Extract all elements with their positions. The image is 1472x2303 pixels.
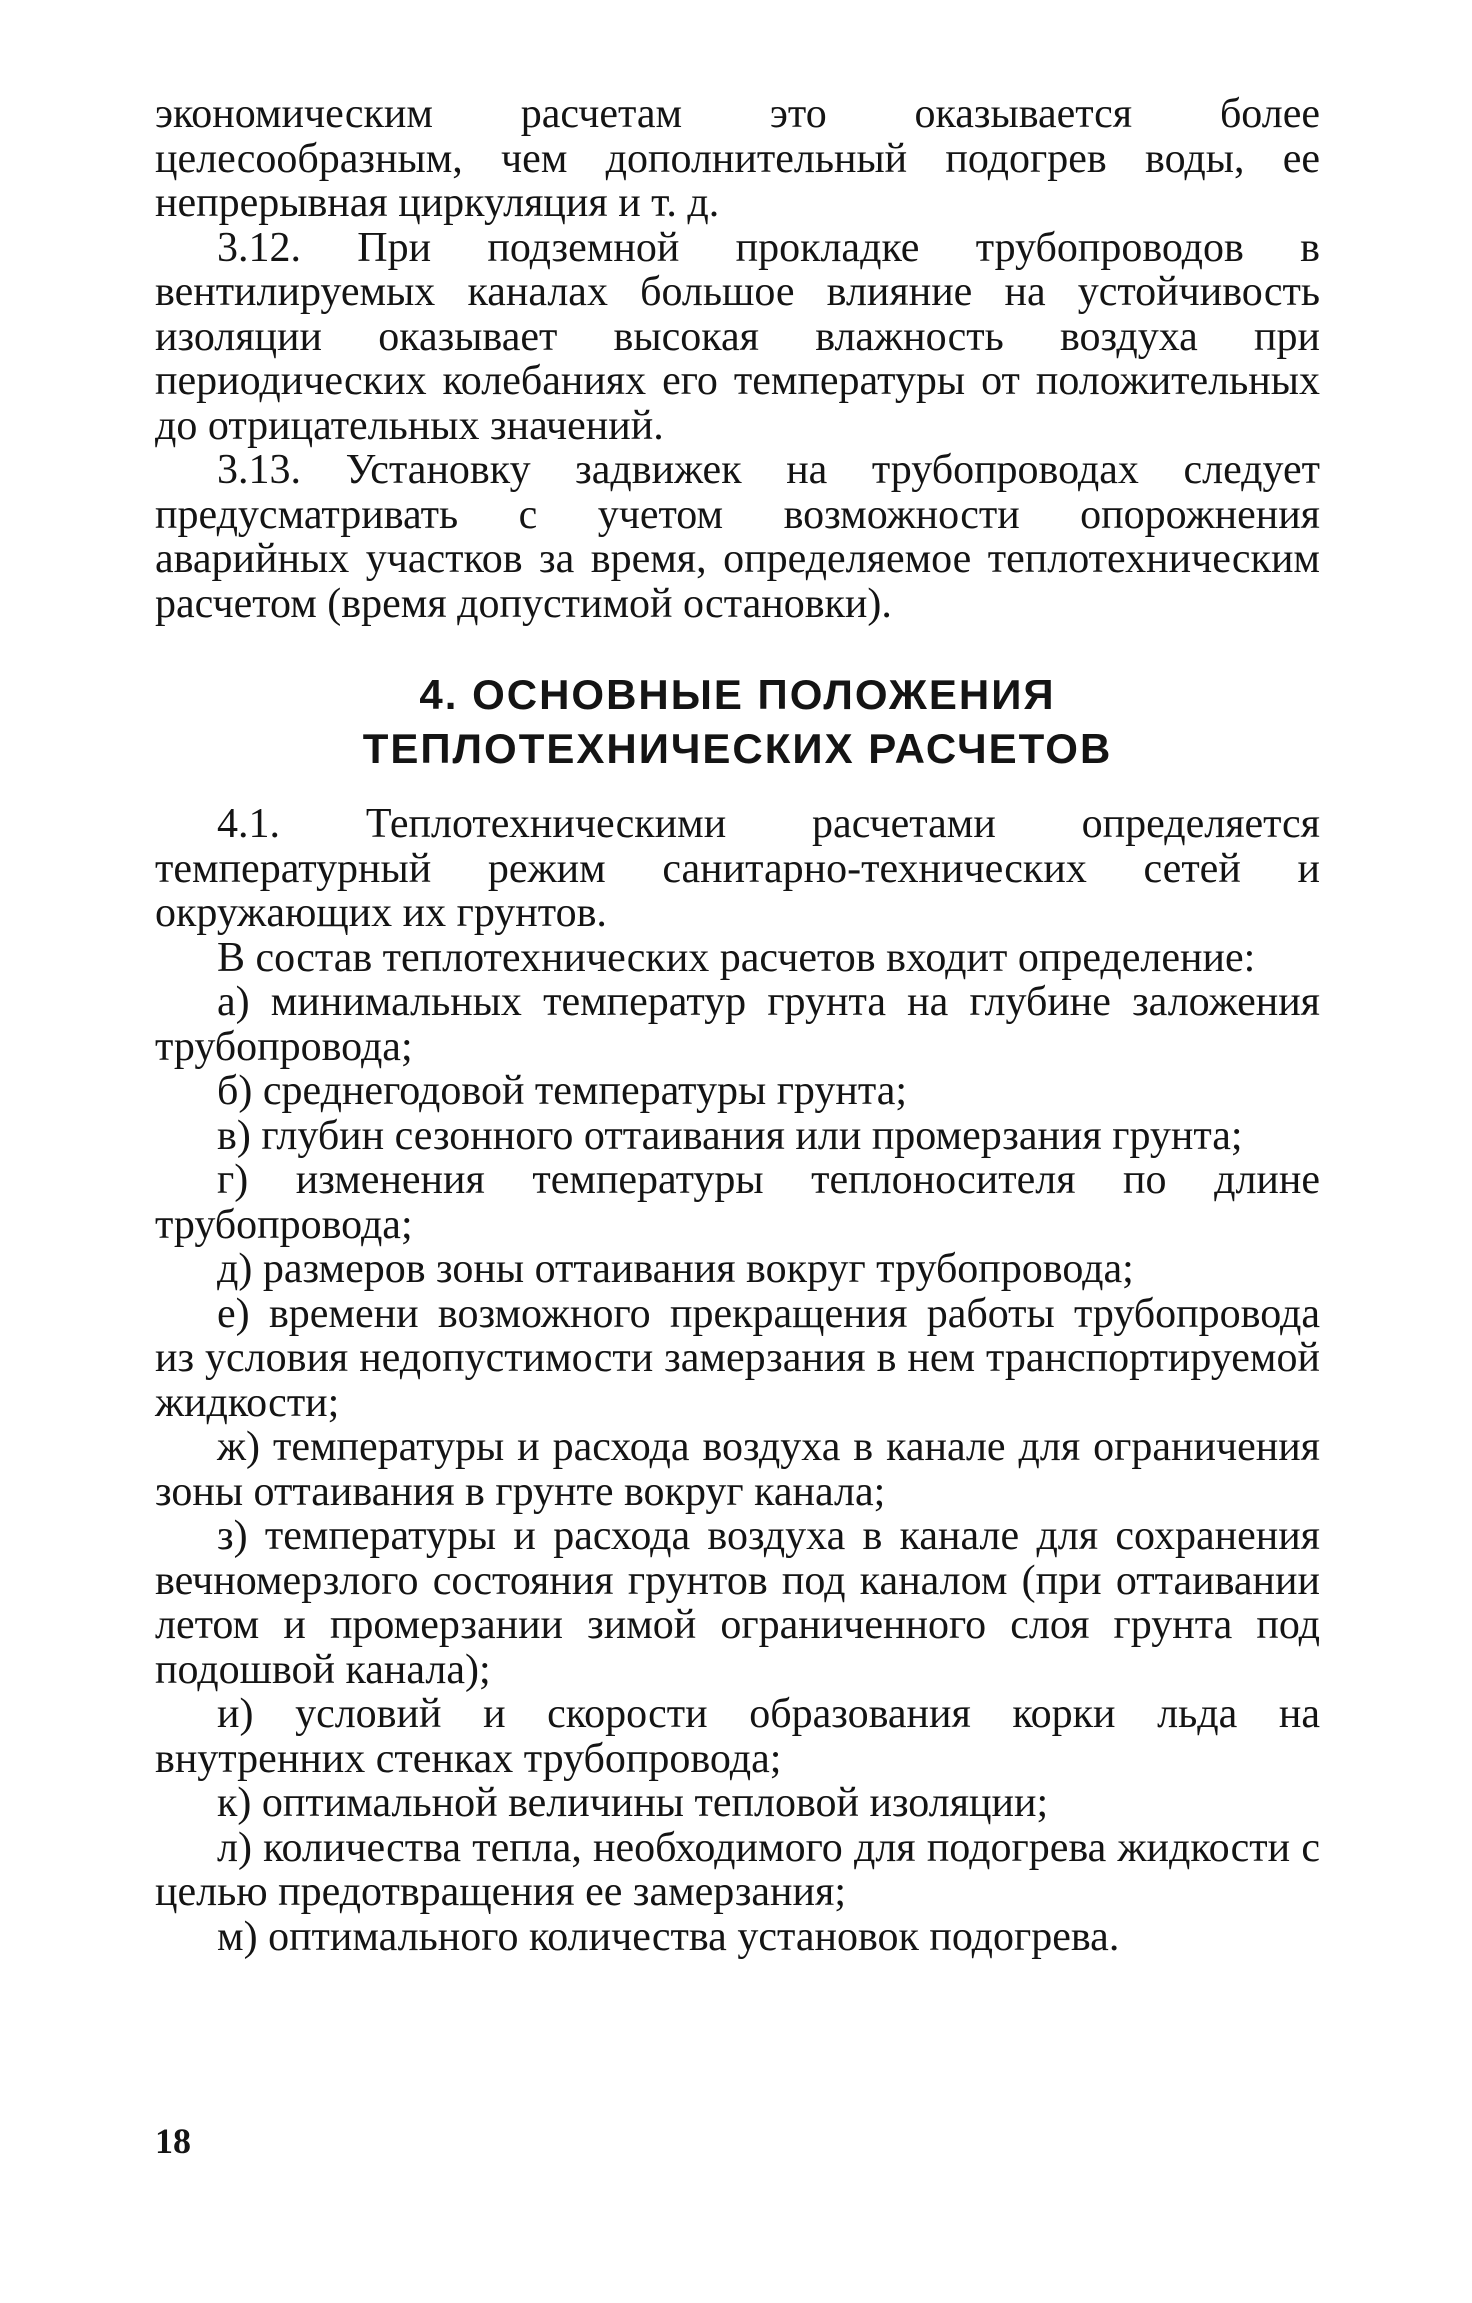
page-number: 18 xyxy=(155,2121,191,2161)
paragraph-4-1: 4.1. Теплотехническими расчетами определяется температурный режим санитарно-технических сетей и окружающих их грунтов. xyxy=(155,801,1320,936)
list-item-g: г) изменения температуры теплоносителя по длине трубопровода; xyxy=(155,1157,1320,1248)
list-item-a: а) минимальных температур грунта на глубине заложения трубопровода; xyxy=(155,979,1320,1070)
paragraph-intro-list: В состав теплотехнических расчетов входит определение: xyxy=(217,934,1256,981)
list-item-e: е) времени возможного прекращения работы трубопровода из условия недопустимости замерзания в нем транспортируемой жидкости; xyxy=(155,1290,1320,1426)
paragraph-3-13: 3.13. Установку задвижек на трубопроводах следует предусматривать с учетом возможности опорожнения аварийных участков за время, определяемое теплотехническим расчетом (время допустимой остановки). xyxy=(155,447,1320,627)
section-heading-line1: 4. ОСНОВНЫЕ ПОЛОЖЕНИЯ xyxy=(419,671,1056,718)
paragraph-3-12: 3.12. При подземной прокладке трубопроводов в вентилируемых каналах большое влияние на устойчивость изоляции оказывает высокая влажность воздуха при периодических колебаниях его температуры от положительных до отрицательных значений. xyxy=(155,224,1320,449)
list-item-d: д) размеров зоны оттаивания вокруг трубопровода; xyxy=(217,1246,1134,1292)
list-item-b: б) среднегодовой температуры грунта; xyxy=(217,1068,908,1114)
list-item-z: з) температуры и расхода воздуха в канале для сохранения вечномерзлого состояния грунтов под каналом (при оттаивании летом и промерзании зимой ограниченного слоя грунта под подошвой канала); xyxy=(155,1513,1320,1693)
page-body xyxy=(155,92,1320,1959)
list-item-i: и) условий и скорости образования корки льда на внутренних стенках трубопровода; xyxy=(155,1691,1320,1782)
section-heading-line2: ТЕПЛОТЕХНИЧЕСКИХ РАСЧЕТОВ xyxy=(362,725,1113,772)
section-heading xyxy=(155,668,1320,776)
list-item-k: к) оптимальной величины тепловой изоляции; xyxy=(217,1780,1049,1826)
paragraph-continuation: экономическим расчетам это оказывается более целесообразным, чем дополнительный подогрев воды, ее непрерывная циркуляция и т. д. xyxy=(155,91,1320,226)
list-item-v: в) глубин сезонного оттаивания или промерзания грунта; xyxy=(217,1112,1243,1159)
list-item-l: л) количества тепла, необходимого для подогрева жидкости с целью предотвращения ее замерзания; xyxy=(155,1824,1320,1915)
list-item-zh: ж) температуры и расхода воздуха в канале для ограничения зоны оттаивания в грунте вокруг канала; xyxy=(155,1424,1320,1515)
list-item-m: м) оптимального количества установок подогрева. xyxy=(217,1913,1120,1960)
